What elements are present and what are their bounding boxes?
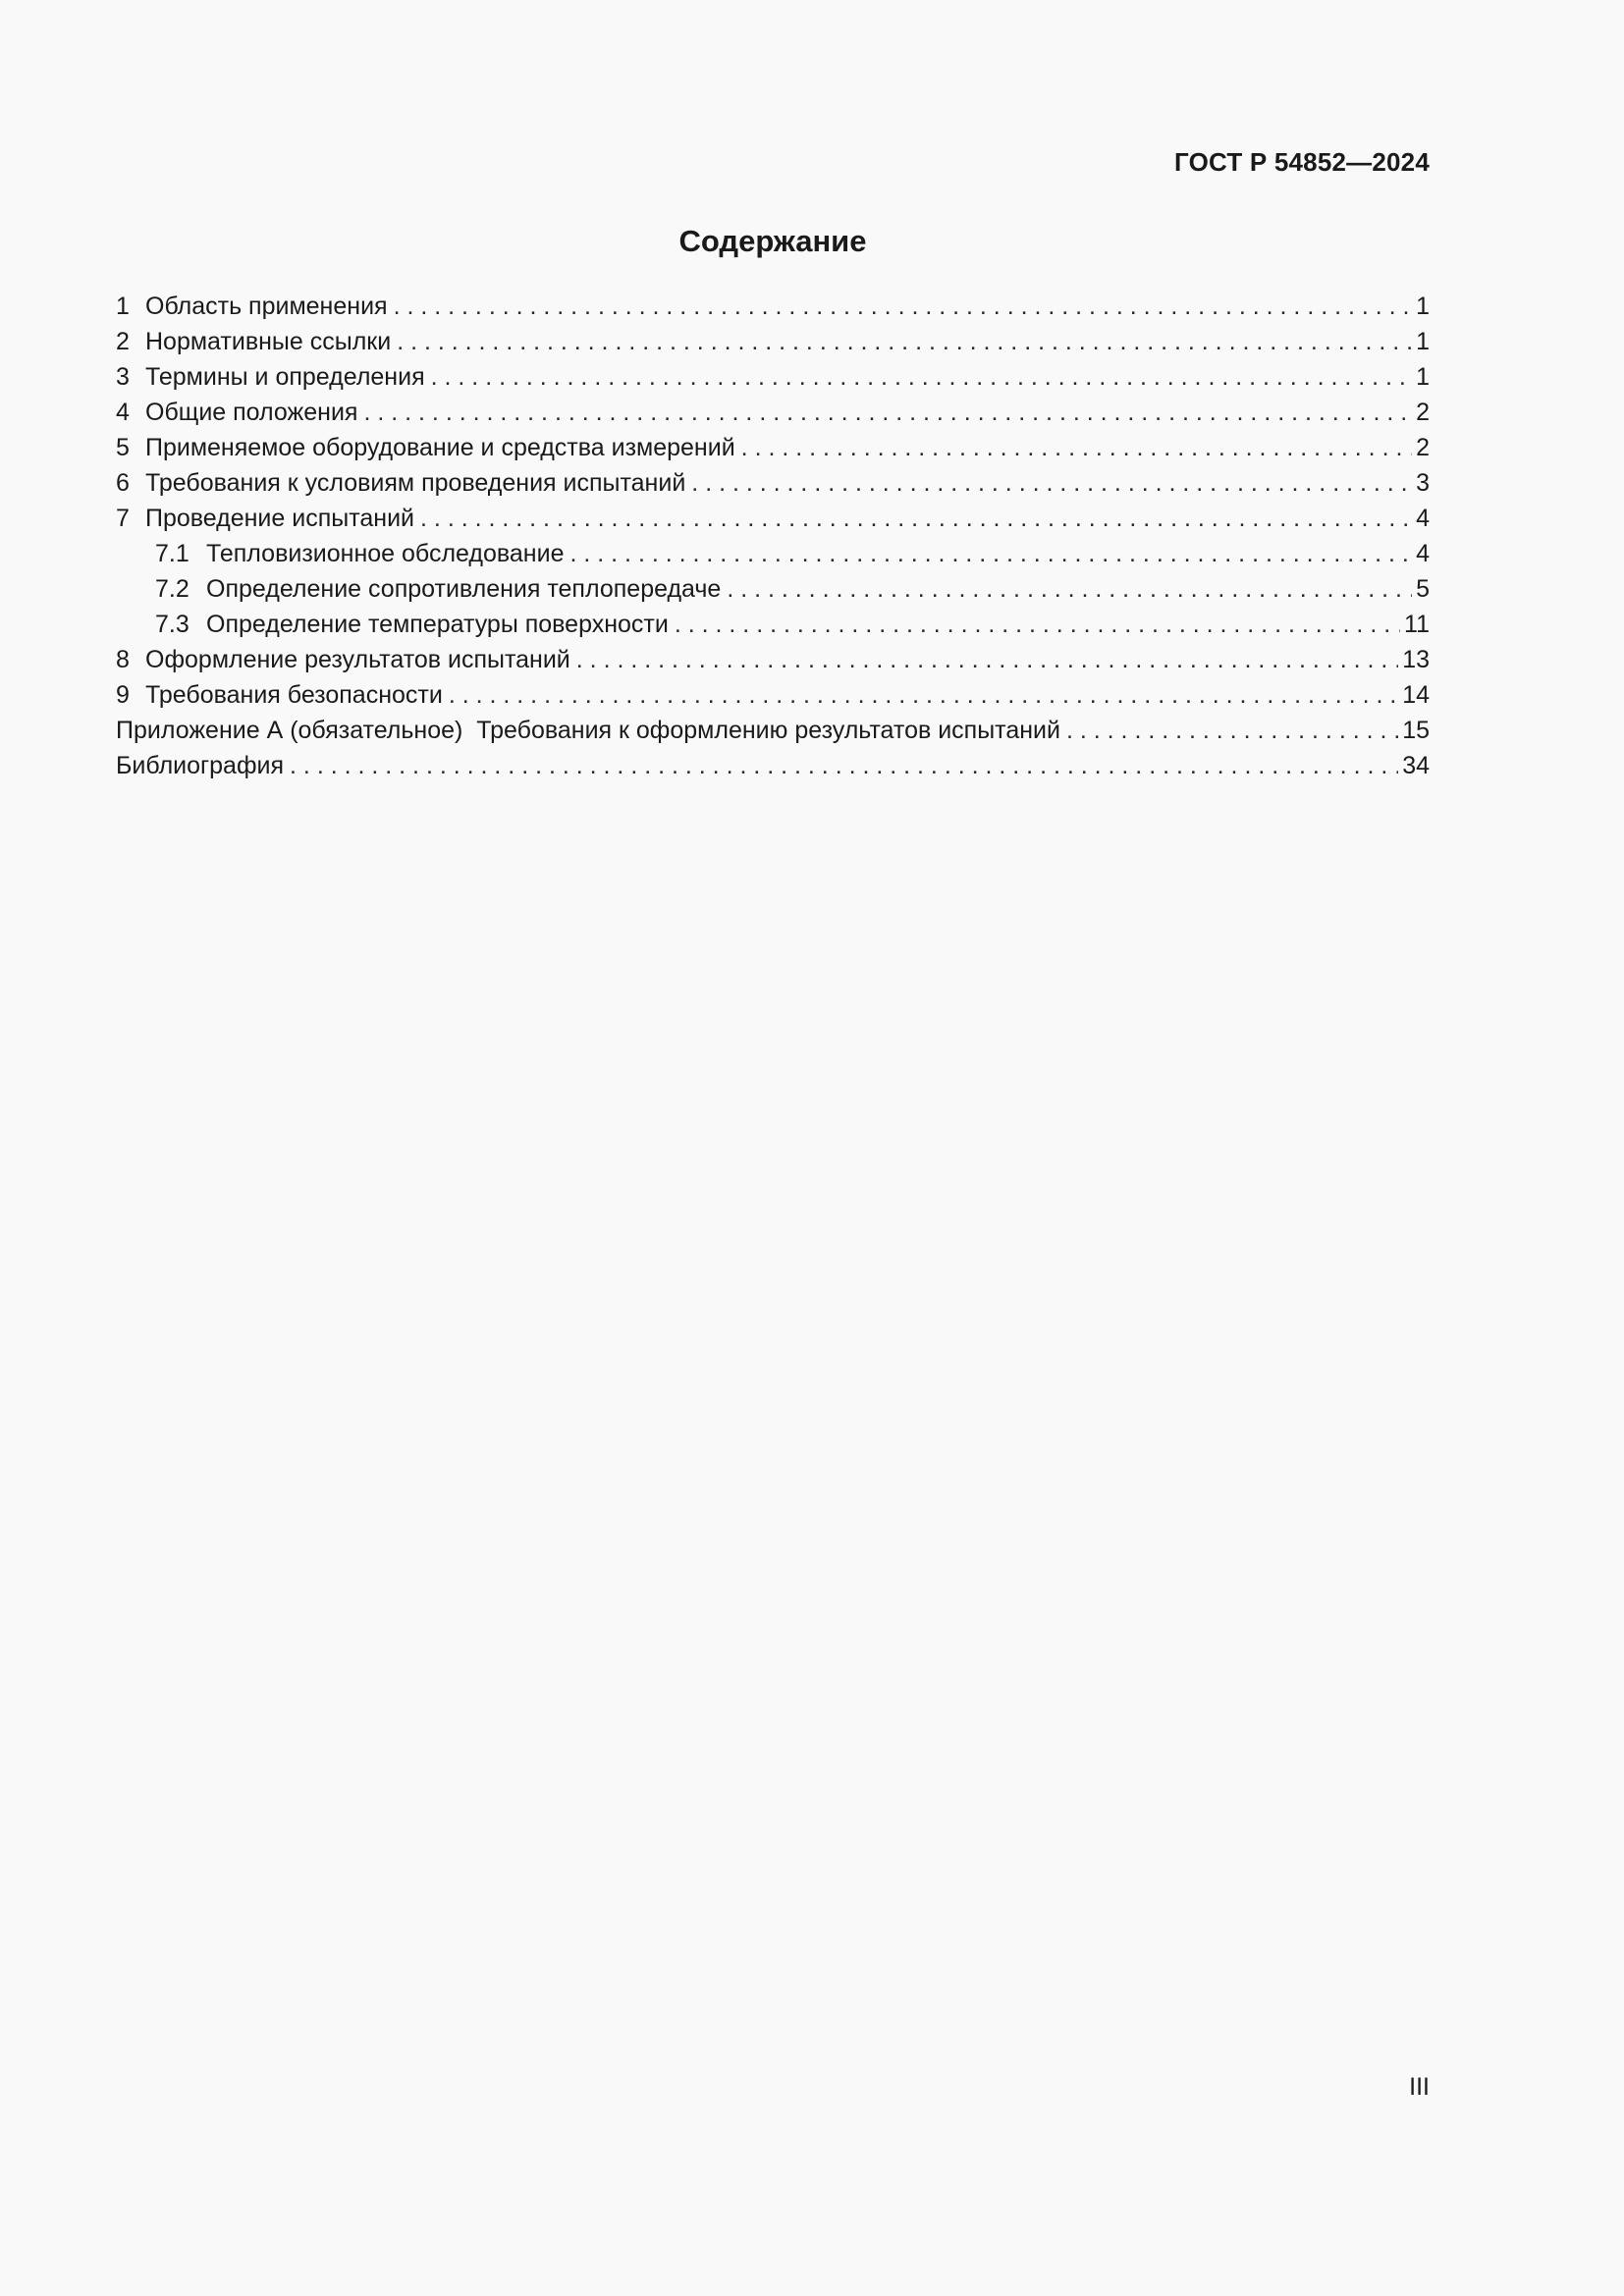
toc-entry-page: 14: [1402, 681, 1430, 709]
toc-entry-title: Приложение А (обязательное) Требования к оформлению результатов испытаний: [116, 717, 1060, 744]
toc-entry-title: Общие положения: [145, 399, 358, 426]
toc-entry[interactable]: [116, 395, 1430, 430]
toc-entry-title: Требования к условиям проведения испытаний: [145, 469, 686, 497]
toc-entry-page: 1: [1416, 293, 1430, 320]
dot-leader: [691, 465, 1412, 501]
toc-entry-number: 4: [116, 399, 130, 426]
toc-entry-page: 3: [1416, 469, 1430, 497]
dot-leader: [363, 395, 1412, 430]
toc-entry-title: Область применения: [145, 293, 388, 320]
toc-entry-title: Нормативные ссылки: [145, 328, 392, 355]
document-code: ГОСТ Р 54852—2024: [1174, 147, 1430, 177]
toc-appendix-entry[interactable]: [116, 713, 1430, 748]
dot-leader: [1066, 713, 1398, 748]
toc-entry[interactable]: [116, 359, 1430, 395]
toc-entry[interactable]: [116, 324, 1430, 359]
toc-entry-number: 2: [116, 328, 130, 355]
table-of-contents: [116, 289, 1430, 783]
toc-entry-number: 9: [116, 681, 130, 709]
toc-entry-number: 6: [116, 469, 130, 497]
toc-entry-page: 4: [1416, 505, 1430, 532]
dot-leader: [569, 536, 1412, 571]
toc-entry-page: 1: [1416, 328, 1430, 355]
dot-leader: [397, 324, 1412, 359]
dot-leader: [420, 501, 1412, 536]
toc-entry-page: 34: [1402, 752, 1430, 779]
toc-entry-page: 4: [1416, 540, 1430, 567]
toc-entry-page: 15: [1402, 717, 1430, 744]
toc-entry-page: 1: [1416, 363, 1430, 391]
toc-entry-number: 7.3: [155, 611, 189, 638]
toc-entry-number: 7.1: [155, 540, 189, 567]
toc-entry[interactable]: [116, 430, 1430, 465]
toc-entry[interactable]: [116, 677, 1430, 713]
toc-bibliography-entry[interactable]: [116, 748, 1430, 783]
toc-entry-page: 13: [1402, 646, 1430, 673]
dot-leader: [741, 430, 1412, 465]
dot-leader: [576, 642, 1398, 677]
dot-leader: [675, 607, 1400, 642]
toc-entry-title: Требования безопасности: [145, 681, 443, 709]
toc-entry-title: Библиография: [116, 752, 285, 779]
toc-entry-number: 7: [116, 505, 130, 532]
toc-entry-title: Термины и определения: [145, 363, 425, 391]
toc-entry-title: Проведение испытаний: [145, 505, 415, 532]
toc-subentry[interactable]: [116, 536, 1430, 571]
toc-subentry[interactable]: [116, 607, 1430, 642]
dot-leader: [290, 748, 1398, 783]
toc-entry-page: 2: [1416, 399, 1430, 426]
toc-entry-title: Определение температуры поверхности: [206, 611, 669, 638]
toc-entry[interactable]: [116, 289, 1430, 324]
toc-title: Содержание: [678, 224, 867, 258]
page-number: III: [1409, 2073, 1430, 2101]
toc-entry-page: 11: [1404, 611, 1430, 638]
toc-entry-number: 1: [116, 293, 130, 320]
toc-entry-title: Определение сопротивления теплопередаче: [206, 575, 722, 603]
toc-entry[interactable]: [116, 642, 1430, 677]
toc-entry-page: 5: [1416, 575, 1430, 603]
toc-entry-page: 2: [1416, 434, 1430, 461]
toc-entry[interactable]: [116, 501, 1430, 536]
toc-entry-number: 7.2: [155, 575, 189, 603]
toc-entry-number: 8: [116, 646, 130, 673]
toc-entry-number: 3: [116, 363, 130, 391]
dot-leader: [449, 677, 1398, 713]
toc-entry-title: Тепловизионное обследование: [206, 540, 565, 567]
dot-leader: [727, 571, 1412, 607]
dot-leader: [394, 289, 1413, 324]
toc-entry[interactable]: [116, 465, 1430, 501]
toc-entry-number: 5: [116, 434, 130, 461]
dot-leader: [431, 359, 1412, 395]
toc-entry-title: Применяемое оборудование и средства измерений: [145, 434, 735, 461]
toc-subentry[interactable]: [116, 571, 1430, 607]
toc-entry-title: Оформление результатов испытаний: [145, 646, 570, 673]
